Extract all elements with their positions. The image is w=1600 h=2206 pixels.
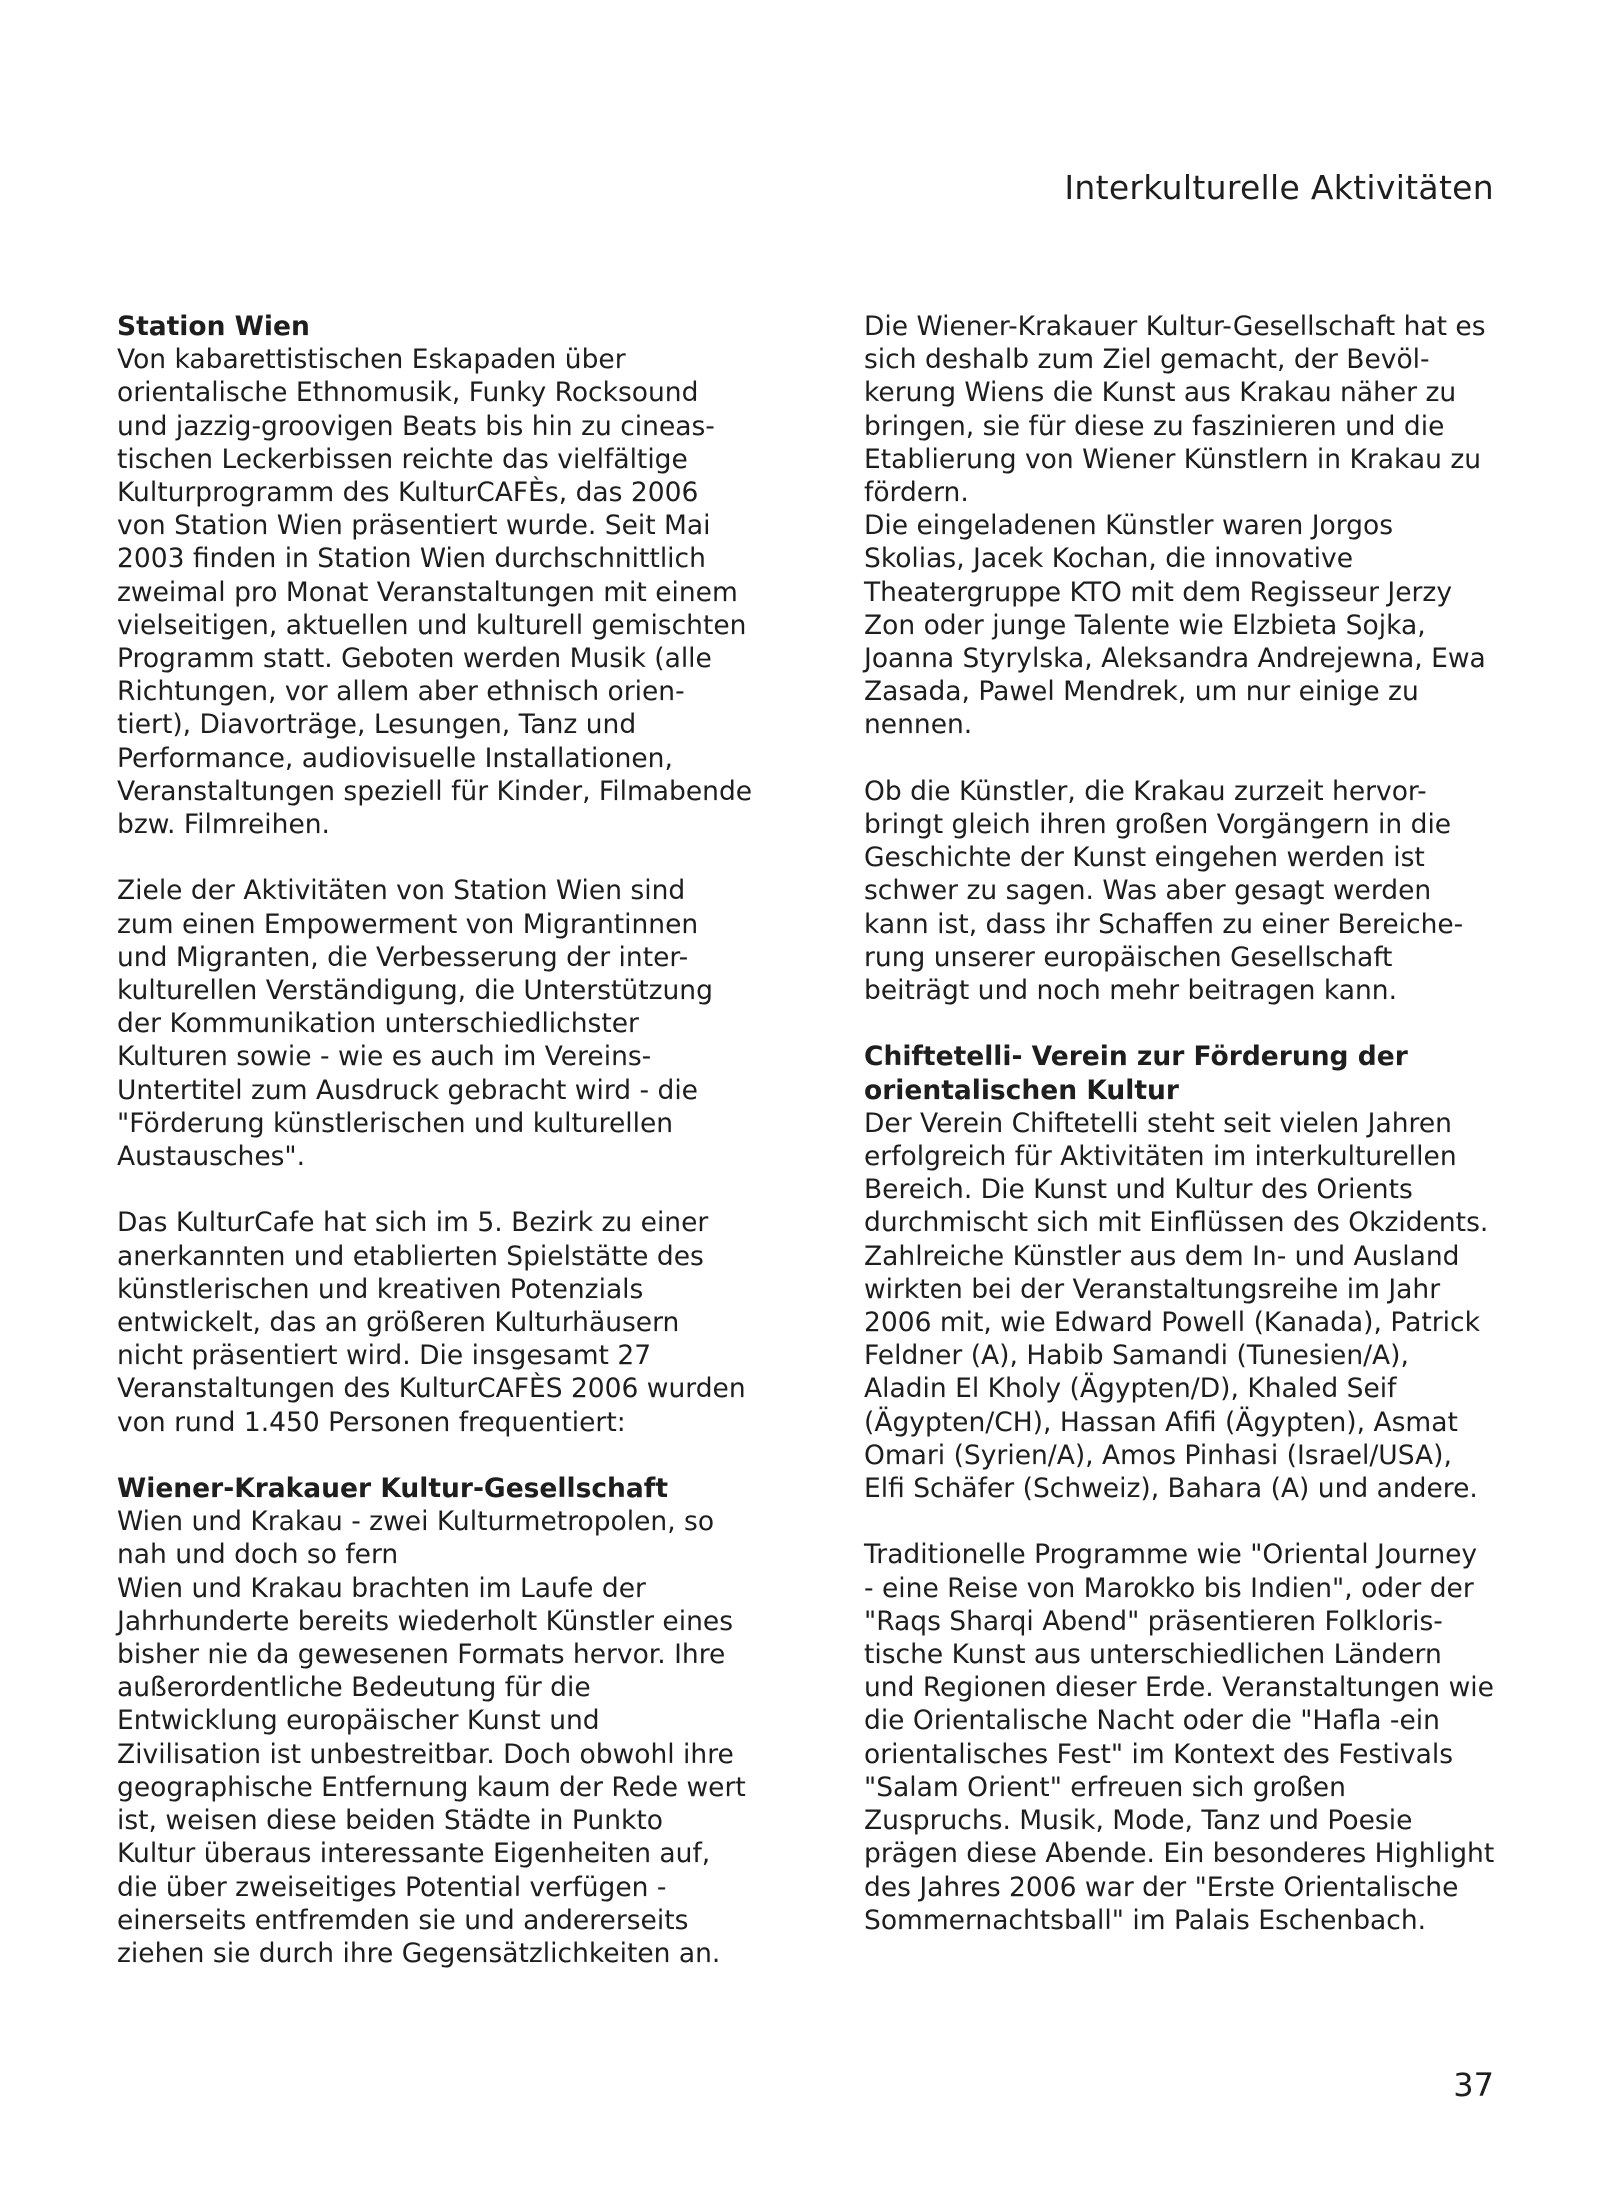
text-line: Aladin El Kholy (Ägypten/D), Khaled Seif <box>864 1373 1397 1405</box>
text-line: beiträgt und noch mehr beitragen kann. <box>864 975 1398 1007</box>
text-line: Bereich. Die Kunst und Kultur des Orients <box>864 1174 1413 1206</box>
text-line: 2003 finden in Station Wien durchschnittlich <box>117 543 706 575</box>
page-number: 37 <box>1453 2066 1494 2104</box>
text-line: Von kabarettistischen Eskapaden über <box>117 344 626 376</box>
right-column <box>864 310 1544 1937</box>
text-line: tische Kunst aus unterschiedlichen Ländern <box>864 1639 1442 1671</box>
text-line: und Migranten, die Verbesserung der inter- <box>117 941 689 973</box>
text-line: Zahlreiche Künstler aus dem In- und Ausland <box>864 1240 1460 1272</box>
text-line: zum einen Empowerment von Migrantinnen <box>117 908 699 940</box>
text-line: Richtungen, vor allem aber ethnisch orien- <box>117 676 685 708</box>
text-line: Ob die Künstler, die Krakau zurzeit hervor- <box>864 775 1427 807</box>
text-line: orientalisches Fest" im Kontext des Festivals <box>864 1738 1454 1770</box>
paragraph-gap <box>117 1173 797 1206</box>
text-line: zweimal pro Monat Veranstaltungen mit einem <box>117 576 738 608</box>
text-line: wirkten bei der Veranstaltungsreihe im Jahr <box>864 1273 1441 1305</box>
text-line: Zasada, Pawel Mendrek, um nur einige zu <box>864 676 1419 708</box>
text-block <box>117 310 797 841</box>
text-line: "Förderung künstlerischen und kulturellen <box>117 1107 674 1139</box>
text-line: erfolgreich für Aktivitäten im interkulturellen <box>864 1141 1457 1173</box>
text-line: nicht präsentiert wird. Die insgesamt 27 <box>117 1340 652 1372</box>
text-block <box>864 1040 1544 1505</box>
text-line: Die eingeladenen Künstler waren Jorgos <box>864 510 1394 542</box>
text-line: vielseitigen, aktuellen und kulturell gemischten <box>117 609 747 641</box>
text-line: rung unserer europäischen Gesellschaft <box>864 941 1393 973</box>
paragraph-gap <box>864 742 1544 775</box>
paragraph-gap <box>117 1439 797 1472</box>
text-line: fördern. <box>864 477 969 509</box>
text-line: kulturellen Verständigung, die Unterstützung <box>117 975 713 1007</box>
text-line: Zon oder junge Talente wie Elzbieta Sojka, <box>864 609 1426 641</box>
text-block <box>864 310 1544 742</box>
text-line: anerkannten und etablierten Spielstätte des <box>117 1240 704 1272</box>
text-line: kann ist, dass ihr Schaffen zu einer Bereiche- <box>864 908 1464 940</box>
text-line: geographische Entfernung kaum der Rede wert <box>117 1771 746 1803</box>
text-line: Ziele der Aktivitäten von Station Wien sind <box>117 875 686 907</box>
text-line: 2006 mit, wie Edward Powell (Kanada), Patrick <box>864 1307 1480 1339</box>
text-line: Austausches". <box>117 1141 306 1173</box>
text-line: ziehen sie durch ihre Gegensätzlichkeiten an. <box>117 1937 721 1969</box>
text-block <box>864 775 1544 1007</box>
text-line: (Ägypten/CH), Hassan Afifi (Ägypten), Asmat <box>864 1406 1458 1438</box>
text-line: Der Verein Chiftetelli steht seit vielen Jahren <box>864 1107 1452 1139</box>
left-column <box>117 310 797 1970</box>
text-line: entwickelt, das an größeren Kulturhäusern <box>117 1307 680 1339</box>
text-block <box>117 1206 797 1438</box>
paragraph-gap <box>864 1505 1544 1538</box>
text-block <box>117 874 797 1173</box>
text-line: Entwicklung europäischer Kunst und <box>117 1705 600 1737</box>
text-line: nah und doch so fern <box>117 1539 399 1571</box>
text-line: bzw. Filmreihen. <box>117 809 330 841</box>
text-line: Programm statt. Geboten werden Musik (alle <box>117 643 712 675</box>
text-line: Veranstaltungen speziell für Kinder, Filmabende <box>117 775 753 807</box>
text-line: Skolias, Jacek Kochan, die innovative <box>864 543 1354 575</box>
text-line: tischen Leckerbissen reichte das vielfältige <box>117 443 688 475</box>
text-line: nennen. <box>864 709 973 741</box>
text-line: und jazzig-groovigen Beats bis hin zu cineas- <box>117 410 715 442</box>
text-line: durchmischt sich mit Einflüssen des Okzidents. <box>864 1207 1489 1239</box>
text-line: prägen diese Abende. Ein besonderes Highlight <box>864 1838 1495 1870</box>
text-line: schwer zu sagen. Was aber gesagt werden <box>864 875 1432 907</box>
text-line: außerordentliche Bedeutung für die <box>117 1672 591 1704</box>
text-block <box>117 1472 797 1970</box>
text-line: die über zweiseitiges Potential verfügen - <box>117 1871 667 1903</box>
text-line: bisher nie da gewesenen Formats hervor. Ihre <box>117 1639 726 1671</box>
text-line: Feldner (A), Habib Samandi (Tunesien/A), <box>864 1340 1409 1372</box>
text-line: orientalische Ethnomusik, Funky Rocksound <box>117 377 699 409</box>
text-line: Kulturen sowie - wie es auch im Vereins- <box>117 1041 652 1073</box>
section-heading: Chiftetelli- Verein zur Förderung der <box>864 1041 1408 1073</box>
text-line: bringt gleich ihren großen Vorgängern in die <box>864 809 1452 841</box>
text-line: Die Wiener-Krakauer Kultur-Gesellschaft hat es <box>864 311 1486 342</box>
section-heading: orientalischen Kultur <box>864 1074 1179 1106</box>
running-head: Interkulturelle Aktivitäten <box>1064 168 1494 207</box>
text-line: Das KulturCafe hat sich im 5. Bezirk zu einer <box>117 1207 709 1239</box>
text-line: von Station Wien präsentiert wurde. Seit Mai <box>117 510 711 542</box>
text-line: Kultur überaus interessante Eigenheiten auf, <box>117 1838 711 1870</box>
text-line: Untertitel zum Ausdruck gebracht wird - die <box>117 1074 698 1106</box>
section-heading: Station Wien <box>117 311 310 342</box>
text-line: künstlerischen und kreativen Potenzials <box>117 1273 644 1305</box>
section-heading: Wiener-Krakauer Kultur-Gesellschaft <box>117 1473 669 1505</box>
text-line: Theatergruppe KTO mit dem Regisseur Jerzy <box>864 576 1453 608</box>
text-line: und Regionen dieser Erde. Veranstaltungen wie <box>864 1672 1494 1704</box>
text-line: die Orientalische Nacht oder die "Hafla -ein <box>864 1705 1440 1737</box>
text-line: kerung Wiens die Kunst aus Krakau näher zu <box>864 377 1457 409</box>
text-line: Geschichte der Kunst eingehen werden ist <box>864 842 1425 874</box>
text-line: Joanna Styrylska, Aleksandra Andrejewna, Ewa <box>864 643 1486 675</box>
text-line: Traditionelle Programme wie "Oriental Journey <box>864 1539 1478 1571</box>
text-line: des Jahres 2006 war der "Erste Orientalische <box>864 1871 1459 1903</box>
text-line: tiert), Diavorträge, Lesungen, Tanz und <box>117 709 637 741</box>
text-line: sich deshalb zum Ziel gemacht, der Bevöl- <box>864 344 1430 376</box>
text-line: - eine Reise von Marokko bis Indien", oder der <box>864 1572 1474 1604</box>
text-line: Kulturprogramm des KulturCAFÈs, das 2006 <box>117 477 699 509</box>
text-line: Omari (Syrien/A), Amos Pinhasi (Israel/USA), <box>864 1439 1452 1471</box>
text-block <box>864 1538 1544 1936</box>
text-line: Zivilisation ist unbestreitbar. Doch obwohl ihre <box>117 1738 734 1770</box>
text-line: Etablierung von Wiener Künstlern in Krakau zu <box>864 443 1482 475</box>
text-line: Wien und Krakau brachten im Laufe der <box>117 1572 646 1604</box>
text-line: Zuspruchs. Musik, Mode, Tanz und Poesie <box>864 1805 1413 1837</box>
text-line: Performance, audiovisuelle Installationen, <box>117 742 673 774</box>
text-line: "Salam Orient" erfreuen sich großen <box>864 1771 1346 1803</box>
text-line: Elfi Schäfer (Schweiz), Bahara (A) und andere. <box>864 1473 1478 1505</box>
text-line: bringen, sie für diese zu faszinieren und die <box>864 410 1445 442</box>
text-line: einerseits entfremden sie und andererseits <box>117 1904 689 1936</box>
text-line: Sommernachtsball" im Palais Eschenbach. <box>864 1904 1427 1936</box>
text-line: Jahrhunderte bereits wiederholt Künstler eines <box>117 1605 734 1637</box>
text-line: ist, weisen diese beiden Städte in Punkto <box>117 1805 663 1837</box>
text-line: von rund 1.450 Personen frequentiert: <box>117 1406 626 1438</box>
text-line: Wien und Krakau - zwei Kulturmetropolen, so <box>117 1506 715 1538</box>
paragraph-gap <box>117 841 797 874</box>
paragraph-gap <box>864 1007 1544 1040</box>
text-line: der Kommunikation unterschiedlichster <box>117 1008 639 1040</box>
text-line: "Raqs Sharqi Abend" präsentieren Folkloris- <box>864 1605 1443 1637</box>
text-line: Veranstaltungen des KulturCAFÈS 2006 wurden <box>117 1373 746 1405</box>
